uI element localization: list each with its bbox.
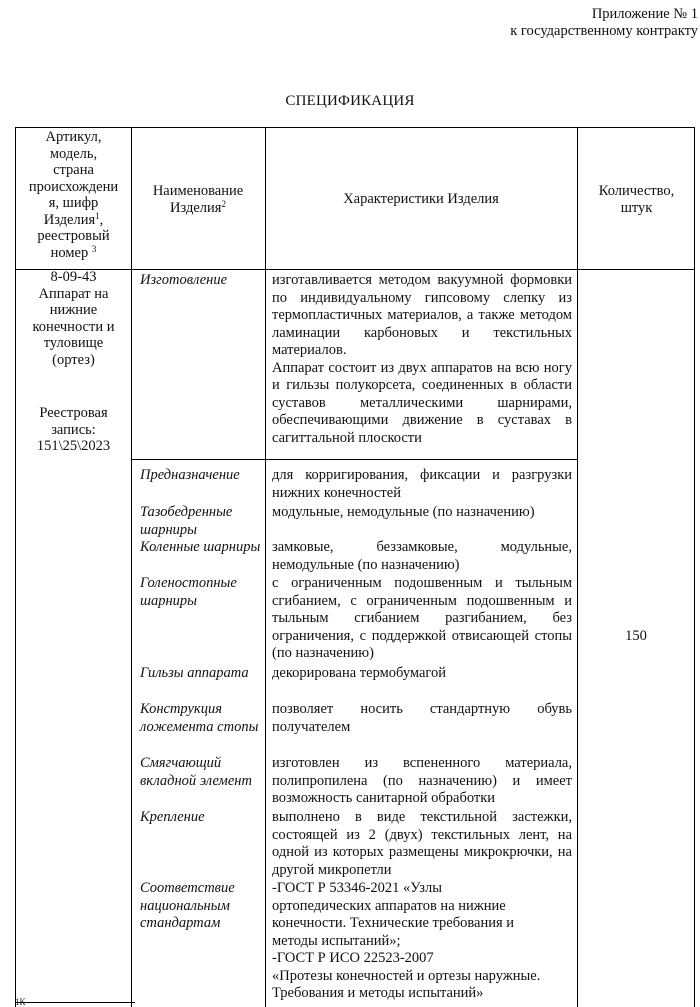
registry-entry: Реестровая запись: 151\25\2023	[36, 405, 111, 454]
row-desc: -ГОСТ Р 53346-2021 «Узлы ортопедических аппаратов на нижние конечности. Технические требования и методы испытаний»; -ГОСТ Р ИСО 22523-2007 «Протезы конечностей и ортезы наружные. Требования и методы испытаний»	[272, 880, 541, 1001]
column-divider	[265, 128, 266, 1007]
column-divider	[131, 128, 132, 1007]
row-name: Конструкция ложемента стопы	[140, 701, 259, 735]
row-name: Гильзы аппарата	[140, 665, 249, 681]
row-desc: модульные, немодульные (по назначению)	[272, 504, 535, 520]
product-name: Аппарат на нижние конечности и туловище (ортез)	[32, 285, 115, 368]
footnote-divider	[15, 1002, 135, 1003]
row-name: Предназначение	[140, 467, 240, 483]
column-divider	[577, 128, 578, 1007]
row-desc: декорирована термобумагой	[272, 665, 447, 681]
row-desc: для корригирования, фиксации и разгрузки нижних конечностей	[272, 467, 572, 501]
row-name: Изготовление	[140, 272, 228, 288]
product-code: 8-09-43	[50, 269, 97, 285]
row-desc: замковые, беззамковые, модульные, немодульные (по назначению)	[272, 539, 572, 573]
appendix-line-1: Приложение № 1	[591, 6, 698, 22]
row-name: Тазобедренные шарниры	[140, 504, 233, 538]
header-article: Артикул, модель, страна происхождени я, шифр Изделия$^1$, реестровый номер $^3$	[28, 129, 119, 261]
row-desc: изготовлен из вспененного материала, полипропилена (по назначению) и имеет возможность санитарной обработки	[272, 755, 572, 806]
row-divider	[131, 459, 577, 460]
header-name: Наименование Изделия$^2$	[152, 183, 244, 216]
page-title: СПЕЦИФИКАЦИЯ	[285, 93, 415, 109]
row-desc: позволяет носить стандартную обувь получателем	[272, 701, 572, 735]
row-desc: с ограниченным подошвенным и тыльным сгибанием, с ограниченным подошвенным и тыльным сгибанием разгибанием, без ограничения, с поддержкой отвисающей стопы (по назначению)	[272, 575, 572, 661]
row-name: Соответствие национальным стандартам	[140, 880, 235, 931]
footnote-text: 1К	[15, 997, 26, 1007]
row-name: Голеностопные шарниры	[140, 575, 237, 609]
row-name: Коленные шарниры	[140, 539, 261, 555]
row-desc: выполнено в виде текстильной застежки, состоящей из 2 (двух) текстильных лент, на одной из которых размещены микрокрючки, на другой микропетли	[272, 809, 572, 878]
quantity-value: 150	[625, 628, 647, 644]
header-characteristics: Характеристики Изделия	[343, 191, 499, 207]
row-desc: изготавливается методом вакуумной формовки по индивидуальному гипсовому слепку из термопластичных материалов, а также методом ламинации карбоновых и текстильных материалов. Аппарат состоит из двух аппаратов на всю ногу и гильзы полукорсета, соединенных в области суставов металлическими шарнирами, обеспечивающими движение в суставах в сагиттальной плоскости	[272, 272, 572, 446]
header-quantity: Количество, штук	[598, 183, 675, 216]
appendix-line-2: к государственному контракту	[510, 23, 698, 39]
row-name: Смягчающий вкладной элемент	[140, 755, 252, 789]
row-name: Крепление	[140, 809, 205, 825]
specification-table	[15, 127, 695, 1007]
product-info	[16, 269, 131, 455]
appendix-header	[278, 6, 698, 40]
